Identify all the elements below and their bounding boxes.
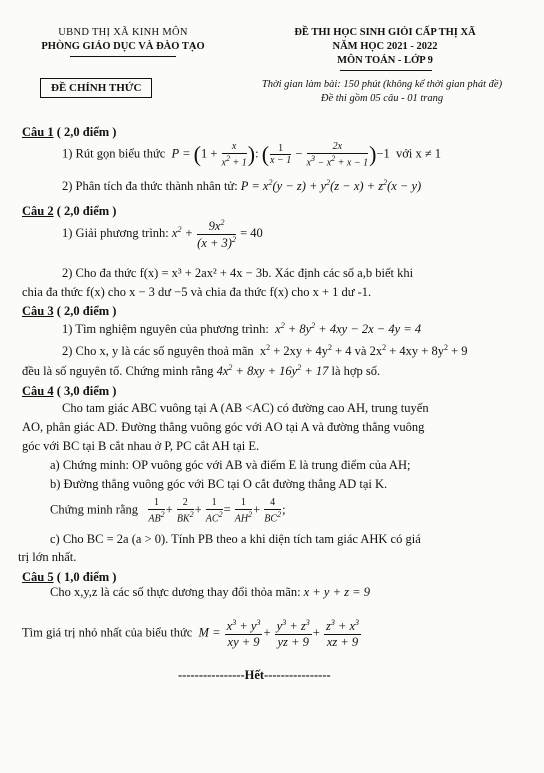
q4-part-c-line1: c) Cho BC = 2a (a > 0). Tính PB theo a khi diện tích tam giác AHK có giá xyxy=(50,532,421,546)
exam-title: ĐỀ THI HỌC SINH GIỎI CẤP THỊ XÃ xyxy=(294,27,476,38)
q2-part2-line2: chia đa thức f(x) cho x − 3 dư −5 và chia đa thức f(x) cho x + 1 dư -1. xyxy=(22,285,372,299)
q4-part-a: a) Chứng minh: OP vuông góc với AB và điểm E là trung điểm của AH; xyxy=(50,458,411,472)
org-name-1: UBND THỊ XÃ KINH MÔN xyxy=(58,27,188,38)
q3-part2-line1: 2) Cho x, y là các số nguyên thoả mãn $x^2 + 2xy + 4y^2 + 4$ và $2x^2 + 4xy + 8y^2 + 9$ xyxy=(62,343,468,359)
q3-part2-line2: đều là số nguyên tố. Chứng minh rằng $4x^2 + 8xy + 16y^2 + 17$ là hợp số. xyxy=(22,363,381,379)
q1-heading: Câu 1 ( 2,0 điểm ) xyxy=(22,125,117,139)
q4-para-line2: AO, phân giác AD. Đường thẳng vuông góc với AO tại A và đường thẳng vuông xyxy=(22,420,425,434)
q4-part-b-formula: Chứng minh rằng $\frac{1}{AB^2}$ + $\frac{2}{BK^2}$ + $\frac{1}{AC^2}$ = $\frac{1}{AH^2}$ + $\frac{4}{BC^2}$ ; xyxy=(50,497,286,524)
page-note: Đề thi gồm 05 câu - 01 trang xyxy=(320,93,444,104)
school-year: NĂM HỌC 2021 - 2022 xyxy=(332,41,438,52)
q3-part1: 1) Tìm nghiệm nguyên của phương trình: $x^2 + 8y^2 + 4xy - 2x - 4y = 4$ xyxy=(62,321,422,337)
q4-para-line1: Cho tam giác ABC vuông tại A (AB <AC) có đường cao AH, trung tuyến xyxy=(62,401,429,415)
q5-line2: Tìm giá trị nhỏ nhất của biểu thức M = $\frac{x^3 + y^3}{xy + 9}$ + $\frac{y^3 + z^3}{yz + 9}$ + $\frac{z^3 + x^3}{xz + 9}$ xyxy=(22,618,360,649)
official-label: ĐỀ CHÍNH THỨC xyxy=(40,78,152,98)
q2-part1: 1) Giải phương trình: $x^2$ + $\frac{9x^2}{(x + 3)^2}$ = 40 xyxy=(62,218,263,250)
q2-heading: Câu 2 ( 2,0 điểm ) xyxy=(22,204,117,218)
q2-part2-line1: 2) Cho đa thức f(x) = x³ + 2ax² + 4x − 3b. Xác định các số a,b biết khi xyxy=(62,266,414,280)
q5-line1: Cho x,y,z là các số thực dương thay đổi thỏa mãn: x + y + z = 9 xyxy=(50,585,370,599)
q5-heading: Câu 5 ( 1,0 điểm ) xyxy=(22,570,117,584)
org-name-2: PHÒNG GIÁO DỤC VÀ ĐÀO TẠO xyxy=(41,41,205,52)
q3-heading: Câu 3 ( 2,0 điểm ) xyxy=(22,304,117,318)
subject: MÔN TOÁN - LỚP 9 xyxy=(337,55,433,66)
q4-part-b: b) Đường thẳng vuông góc với BC tại O cắt đường thẳng AD tại K. xyxy=(50,477,388,491)
divider xyxy=(70,56,176,57)
end-marker: ----------------Hết---------------- xyxy=(178,668,331,682)
q1-part1: 1) Rút gọn biểu thức P = (1 + $\frac{x}{x^2 + 1}$ ): ( $\frac{1}{x - 1}$ − $\frac{2x}{x^3 - x^2 + x - 1}$ )−1 với x ≠ 1 xyxy=(62,141,442,168)
q1-part2: 2) Phân tích đa thức thành nhân tử: $P = x^2(y - z) + y^2(z - x) + z^2(x - y)$ xyxy=(62,178,422,194)
q4-part-c-line2: trị lớn nhất. xyxy=(18,550,77,564)
q4-heading: Câu 4 ( 3,0 điểm ) xyxy=(22,384,117,398)
divider xyxy=(340,70,432,71)
q4-para-line3: góc với BC tại B cắt nhau ở P, PC cắt AH tại E. xyxy=(22,439,260,453)
time-note: Thời gian làm bài: 150 phút (không kể thời gian phát đề) xyxy=(261,79,503,90)
